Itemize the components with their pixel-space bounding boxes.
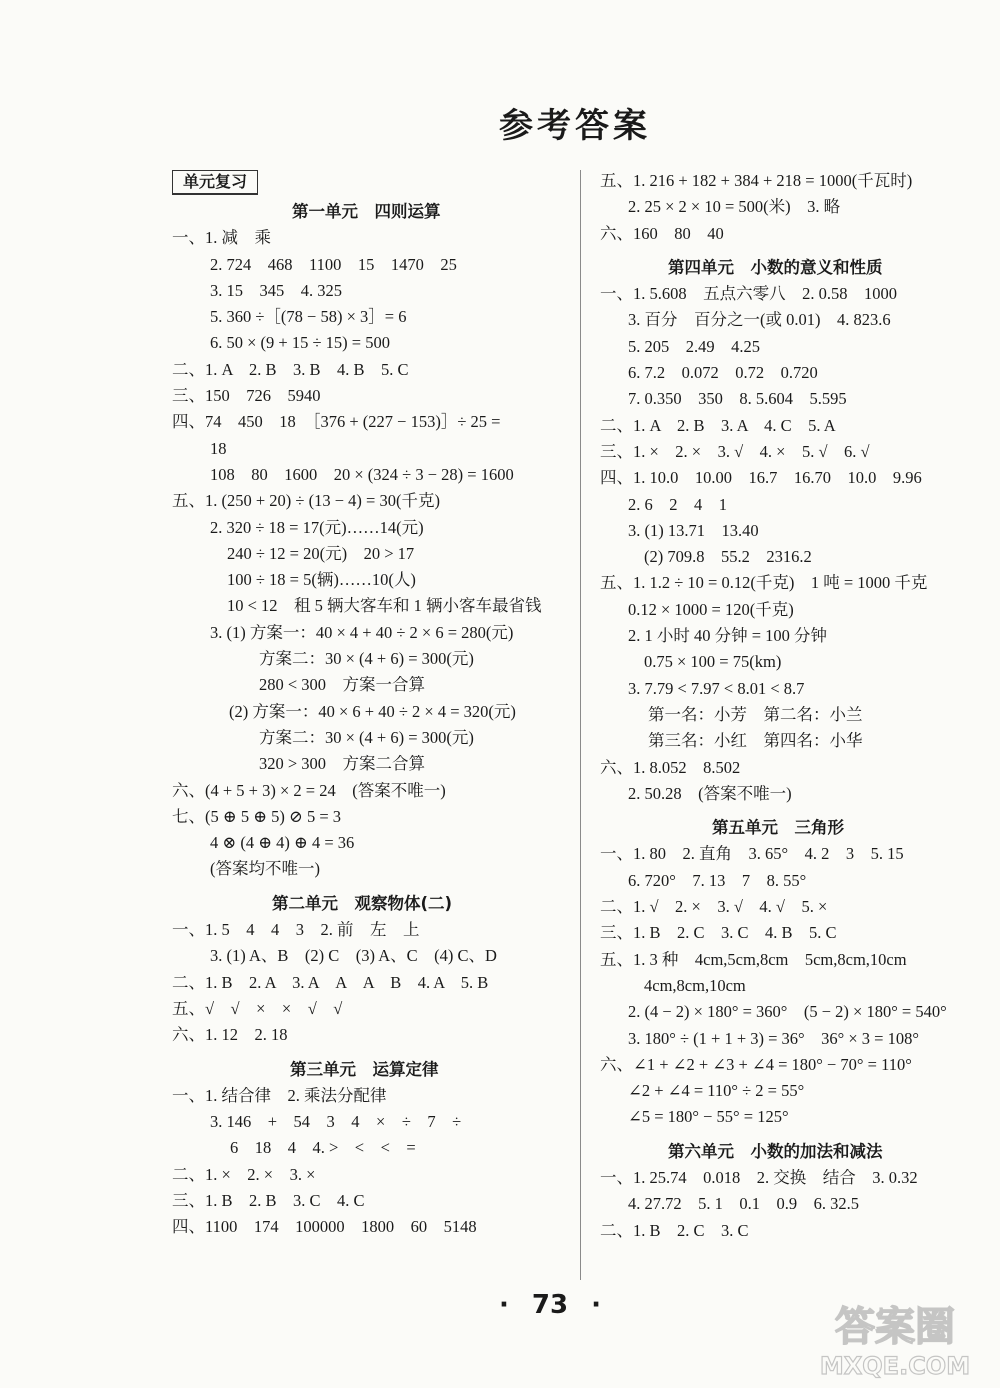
answer-line: 一、1. 减 乘	[172, 228, 271, 248]
section-label: 单元复习	[172, 170, 258, 195]
answer-line: 三、1. B 2. C 3. C 4. B 5. C	[600, 923, 837, 943]
answer-line: 108 80 1600 20 × (324 ÷ 3 − 28) = 1600	[210, 464, 514, 484]
answer-line: 2. 50.28 (答案不唯一)	[628, 783, 792, 803]
answer-line: 六、160 80 40	[600, 223, 724, 243]
answer-line: 2. 724 468 1100 15 1470 25	[210, 254, 457, 274]
answer-line: 五、1. 216 + 182 + 384 + 218 = 1000(千瓦时)	[600, 171, 913, 190]
answer-line: 方案二：30 × (4 + 6) = 300(元)	[259, 727, 474, 747]
spacer	[600, 807, 990, 815]
answer-line: 6. 50 × (9 + 15 ÷ 15) = 500	[210, 333, 390, 353]
answer-line: 280 < 300 方案一合算	[259, 675, 426, 695]
answer-line: ∠2 + ∠4 = 110° ÷ 2 = 55°	[628, 1081, 805, 1101]
answer-line: 第三名：小红 第四名：小华	[648, 731, 863, 751]
right-column	[600, 168, 990, 1244]
answer-line: 6. 720° 7. 13 7 8. 55°	[628, 870, 807, 890]
answer-line: 3. 15 345 4. 325	[210, 280, 342, 300]
page-number-dot-right: ·	[591, 1290, 602, 1320]
answer-line: 一、1. 结合律 2. 乘法分配律	[172, 1085, 387, 1105]
answer-line: 5. 360 ÷［(78 − 58) × 3］= 6	[210, 307, 407, 327]
answer-line: 2. 6 2 4 1	[628, 494, 727, 514]
answer-line: 一、1. 80 2. 直角 3. 65° 4. 2 3 5. 15	[600, 844, 904, 864]
page-number-value: 73	[531, 1290, 569, 1320]
answer-line: 二、1. B 2. A 3. A A A B 4. A 5. B	[172, 972, 489, 992]
answer-line: 100 ÷ 18 = 5(辆)……10(人)	[227, 570, 416, 590]
answer-line: 四、74 450 18 ［376 + (227 − 153)］÷ 25 =	[172, 412, 501, 432]
answer-line: 七、(5 ⊕ 5 ⊕ 5) ⊘ 5 = 3	[172, 806, 342, 826]
page-number-dot-left: ·	[498, 1290, 509, 1320]
answer-line: 7. 0.350 350 8. 5.604 5.595	[628, 389, 847, 409]
unit-heading: 第五单元 三角形	[712, 818, 844, 838]
watermark-logo	[800, 1292, 990, 1382]
answer-line: 18	[210, 438, 227, 458]
answer-line: 240 ÷ 12 = 20(元) 20 > 17	[227, 543, 415, 563]
answer-line: 三、1. × 2. × 3. √ 4. × 5. √ 6. √	[600, 441, 870, 461]
spacer	[600, 247, 990, 255]
unit-heading: 第六单元 小数的加法和减法	[668, 1141, 883, 1161]
answer-line: (答案均不唯一)	[210, 859, 320, 879]
answer-line: 六、(4 + 5 + 3) × 2 = 24 (答案不唯一)	[172, 780, 446, 800]
unit-heading: 第三单元 运算定律	[290, 1059, 439, 1079]
answer-line: 3. 7.79 < 7.97 < 8.01 < 8.7	[628, 678, 805, 698]
answer-line: 4 ⊗ (4 ⊕ 4) ⊕ 4 = 36	[210, 833, 355, 853]
watermark-logo-bottom: MXQE.COM	[819, 1352, 971, 1380]
answer-line: 3. (1) 方案一：40 × 4 + 40 ÷ 2 × 6 = 280(元)	[210, 622, 514, 642]
spacer	[172, 883, 572, 891]
answer-line: 6. 7.2 0.072 0.72 0.720	[628, 363, 818, 383]
answer-line: 五、√ √ × × √ √	[172, 998, 343, 1018]
answer-line: 三、150 726 5940	[172, 386, 321, 406]
answer-line: (2) 方案一：40 × 6 + 40 ÷ 2 × 4 = 320(元)	[229, 701, 516, 721]
left-answer-list	[172, 199, 572, 1241]
answer-line: 二、1. A 2. B 3. A 4. C 5. A	[600, 415, 836, 435]
answer-line: 4. 27.72 5. 1 0.1 0.9 6. 32.5	[628, 1194, 859, 1214]
answer-line: 一、1. 25.74 0.018 2. 交换 结合 3. 0.32	[600, 1167, 918, 1187]
unit-heading: 第四单元 小数的意义和性质	[668, 257, 883, 277]
answer-line: (2) 709.8 55.2 2316.2	[644, 547, 812, 567]
answer-line: 0.75 × 100 = 75(km)	[644, 652, 782, 672]
answer-line: 3. 180° ÷ (1 + 1 + 3) = 36° 36° × 3 = 108°	[628, 1028, 919, 1048]
answer-line: 方案二：30 × (4 + 6) = 300(元)	[259, 649, 474, 669]
answer-line: 二、1. √ 2. × 3. √ 4. √ 5. ×	[600, 897, 828, 917]
answer-line: 10 < 12 租 5 辆大客车和 1 辆小客车最省钱	[227, 596, 542, 616]
answer-line: 0.12 × 1000 = 120(千克)	[628, 599, 794, 619]
answer-line: 一、1. 5 4 4 3 2. 前 左 上	[172, 920, 420, 940]
answer-line: 3. (1) 13.71 13.40	[628, 520, 759, 540]
column-divider	[580, 170, 581, 1280]
answer-line: 2. 320 ÷ 18 = 17(元)……14(元)	[210, 517, 424, 537]
answer-line: 6 18 4 4. > < < =	[230, 1138, 416, 1158]
watermark-logo-top: 答案圈	[835, 1304, 955, 1350]
answer-line: 3. 百分 百分之一(或 0.01) 4. 823.6	[628, 310, 891, 330]
answer-line: 5. 205 2.49 4.25	[628, 336, 760, 356]
answer-line: 4cm,8cm,10cm	[644, 975, 746, 995]
left-column	[172, 168, 572, 1241]
answer-line: 320 > 300 方案二合算	[259, 754, 426, 774]
spacer	[172, 1049, 572, 1057]
answer-line: ∠5 = 180° − 55° = 125°	[628, 1107, 789, 1127]
answer-line: 四、1. 10.0 10.00 16.7 16.70 10.0 9.96	[600, 468, 922, 488]
answer-line: 五、1. 1.2 ÷ 10 = 0.12(千克) 1 吨 = 1000 千克	[600, 573, 928, 593]
answer-line: 五、1. 3 种 4cm,5cm,8cm 5cm,8cm,10cm	[600, 949, 907, 969]
answer-line: 六、1. 12 2. 18	[172, 1025, 288, 1045]
answer-line: 第一名：小芳 第二名：小兰	[648, 704, 863, 724]
answer-line: 2. (4 − 2) × 180° = 360° (5 − 2) × 180° = 540°	[628, 1002, 947, 1022]
spacer	[600, 1131, 990, 1139]
right-answer-list	[600, 168, 990, 1244]
answer-line: 3. 146 + 54 3 4 × ÷ 7 ÷	[210, 1112, 462, 1132]
answer-line: 二、1. B 2. C 3. C	[600, 1220, 749, 1240]
unit-heading: 第二单元 观察物体(二)	[272, 893, 453, 913]
answer-line: 2. 25 × 2 × 10 = 500(米) 3. 略	[628, 197, 841, 217]
answer-line: 一、1. 5.608 五点六零八 2. 0.58 1000	[600, 284, 897, 304]
answer-line: 六、1. 8.052 8.502	[600, 757, 741, 777]
answer-line: 3. (1) A、B (2) C (3) A、C (4) C、D	[210, 946, 497, 966]
page-title: 参考答案	[499, 106, 651, 146]
answer-line: 四、1100 174 100000 1800 60 5148	[172, 1217, 477, 1237]
answer-line: 2. 1 小时 40 分钟 = 100 分钟	[628, 626, 828, 646]
answer-line: 五、1. (250 + 20) ÷ (13 − 4) = 30(千克)	[172, 491, 440, 511]
answer-line: 六、∠1 + ∠2 + ∠3 + ∠4 = 180° − 70° = 110°	[600, 1054, 912, 1074]
unit-heading: 第一单元 四则运算	[292, 202, 441, 221]
answer-line: 二、1. A 2. B 3. B 4. B 5. C	[172, 359, 409, 379]
answer-line: 三、1. B 2. B 3. C 4. C	[172, 1190, 365, 1210]
answer-line: 二、1. × 2. × 3. ×	[172, 1164, 316, 1184]
